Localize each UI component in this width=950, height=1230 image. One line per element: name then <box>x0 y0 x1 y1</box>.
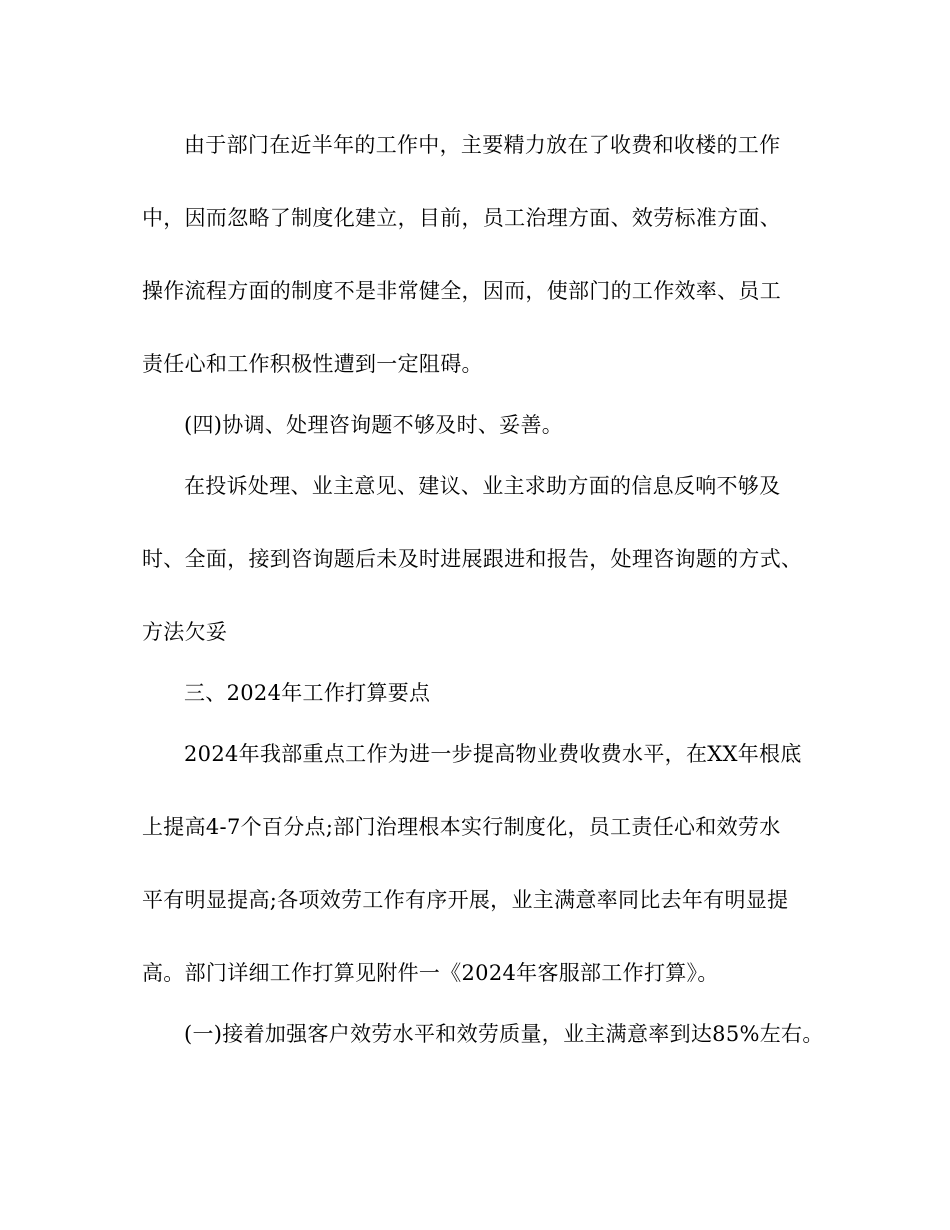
paragraph-line: 2024年我部重点工作为进一步提高物业费收费水平，在XX年根底 <box>184 742 802 766</box>
section-heading: 三、2024年工作打算要点 <box>184 681 431 705</box>
paragraph-line: 上提高4-7个百分点;部门治理根本实行制度化，员工责任心和效劳水 <box>142 815 781 839</box>
paragraph-line: 中，因而忽略了制度化建立，目前，员工治理方面、效劳标准方面、 <box>142 206 781 230</box>
section-heading: (四)协调、处理咨询题不够及时、妥善。 <box>184 413 564 437</box>
paragraph-line: 时、全面，接到咨询题后未及时进展跟进和报告，处理咨询题的方式、 <box>142 547 803 571</box>
paragraph-line: 高。部门详细工作打算见附件一《2024年客服部工作打算》。 <box>142 961 719 985</box>
paragraph-line: 由于部门在近半年的工作中，主要精力放在了收费和收楼的工作 <box>184 133 781 157</box>
paragraph-line: 操作流程方面的制度不是非常健全，因而，使部门的工作效率、员工 <box>142 279 781 303</box>
paragraph-line: 平有明显提高;各项效劳工作有序开展，业主满意率同比去年有明显提 <box>142 888 789 912</box>
section-heading: (一)接着加强客户效劳水平和效劳质量，业主满意率到达85%左右。 <box>184 1022 824 1046</box>
paragraph-line: 在投诉处理、业主意见、建议、业主求助方面的信息反响不够及 <box>184 474 781 498</box>
paragraph-line: 责任心和工作积极性遭到一定阻碍。 <box>142 352 483 376</box>
paragraph-line: 方法欠妥 <box>142 620 228 644</box>
